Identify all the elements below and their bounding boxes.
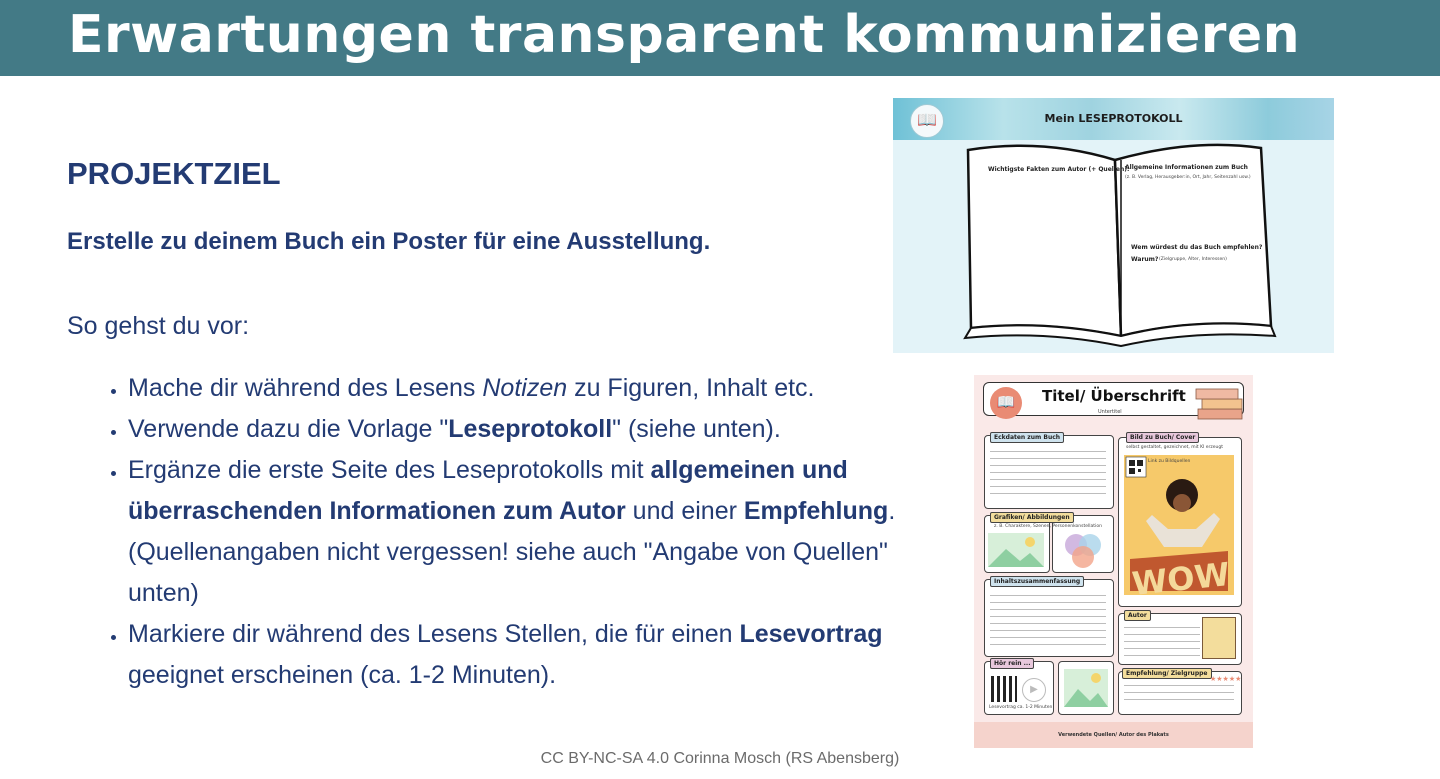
- eckdaten-tag: Eckdaten zum Buch: [990, 432, 1064, 443]
- poster-subtitle: Untertitel: [1098, 409, 1122, 415]
- step-text: zu Figuren, Inhalt etc.: [567, 374, 815, 402]
- steps-list: [100, 368, 898, 696]
- right-page-sub-1: (z. B. Verlag, Herausgeber:in, Ort, Jahr, Seitenzahl usw.): [1125, 175, 1251, 180]
- image-placeholder-icon: [1064, 669, 1108, 707]
- eckdaten-lines: [990, 451, 1106, 500]
- cover-tag: Bild zu Buch/ Cover: [1126, 432, 1199, 443]
- author-portrait-icon: [1202, 617, 1236, 659]
- intro-text: So gehst du vor:: [67, 312, 250, 340]
- inhalt-tag: Inhaltszusammenfassung: [990, 576, 1084, 587]
- qr-code-icon: [991, 676, 1017, 702]
- step-text: geeignet erscheinen (ca. 1-2 Minuten).: [128, 661, 557, 689]
- autor-lines: [1124, 627, 1200, 662]
- empfehlung-tag: Empfehlung/ Zielgruppe: [1122, 668, 1212, 679]
- qr-note: Link zu Bildquellen: [1148, 459, 1191, 464]
- hoer-tag: Hör rein ...: [990, 658, 1034, 669]
- goal-text: Erstelle zu deinem Buch ein Poster für eine Ausstellung.: [67, 228, 711, 255]
- cover-sub: selbst gestaltet, gezeichnet, mit KI erzeugt: [1126, 445, 1223, 450]
- grafiken-tag: Grafiken/ Abbildungen: [990, 512, 1074, 523]
- right-page-label-1: Allgemeine Informationen zum Buch: [1125, 164, 1248, 171]
- open-book-icon: 📖: [910, 104, 944, 138]
- image-placeholder-icon: [988, 533, 1044, 567]
- step-text: Verwende dazu die Vorlage ": [128, 415, 449, 443]
- step-text: Markiere dir während des Lesens Stellen, die für einen: [128, 620, 740, 648]
- step-text: . (Quellenangaben nicht vergessen! siehe auch "Angabe von Quellen" unten): [128, 497, 896, 607]
- step-emphasis: Notizen: [482, 374, 568, 402]
- poster-title: Titel/ Überschrift: [1042, 387, 1186, 405]
- step-text: und einer: [625, 497, 744, 525]
- protocol-title: Mein LESEPROTOKOLL: [1044, 112, 1183, 125]
- autor-tag: Autor: [1124, 610, 1151, 621]
- list-item: [128, 614, 898, 696]
- right-page-label-2: Wem würdest du das Buch empfehlen?: [1131, 244, 1263, 251]
- book-stack-icon: [1192, 379, 1252, 429]
- left-page-label: Wichtigste Fakten zum Autor (+ Quellen):: [988, 166, 1130, 173]
- step-emphasis: Lesevortrag: [739, 620, 883, 648]
- grafiken-sub: z. B. Charaktere, Szenen, Personenkonstellation: [994, 524, 1102, 529]
- slide-title: Erwartungen transparent kommunizieren: [68, 5, 1301, 65]
- poster-footer: Verwendete Quellen/ Autor des Plakats: [974, 722, 1253, 748]
- list-item: [128, 450, 898, 614]
- poster-template-image: [974, 375, 1253, 748]
- hoer-sub: Lesevortrag ca. 1-2 Minuten: [989, 705, 1053, 710]
- step-text: Ergänze die erste Seite des Leseprotokolls mit: [128, 456, 651, 484]
- leseprotokoll-image: [893, 98, 1334, 353]
- list-item: [128, 368, 898, 409]
- title-bar: [0, 0, 1440, 76]
- right-page-label-3: Warum?: [1131, 256, 1159, 263]
- wow-text: WOW: [1130, 554, 1232, 604]
- inhalt-lines: [990, 595, 1106, 651]
- empfehlung-lines: [1124, 685, 1234, 706]
- venn-diagram-icon: [1060, 531, 1106, 571]
- book-icon: 📖: [990, 387, 1022, 419]
- rating-stars-icon: ★★★★★: [1210, 676, 1242, 683]
- play-icon: ▶: [1022, 678, 1046, 702]
- step-text: Mache dir während des Lesens: [128, 374, 483, 402]
- step-emphasis: Leseprotokoll: [448, 415, 613, 443]
- step-emphasis: allgemeinen und überraschenden Informationen zum Autor: [128, 456, 848, 525]
- list-item: [128, 409, 898, 450]
- step-emphasis: Empfehlung: [743, 497, 889, 525]
- open-book-drawing: [893, 98, 1334, 353]
- step-text: " (siehe unten).: [612, 415, 781, 443]
- right-page-sub-2: (Zielgruppe, Alter, Interessen): [1159, 257, 1227, 262]
- license-footer: CC BY-NC-SA 4.0 Corinna Mosch (RS Abensberg): [540, 750, 900, 767]
- goal-heading: PROJEKTZIEL: [67, 156, 281, 191]
